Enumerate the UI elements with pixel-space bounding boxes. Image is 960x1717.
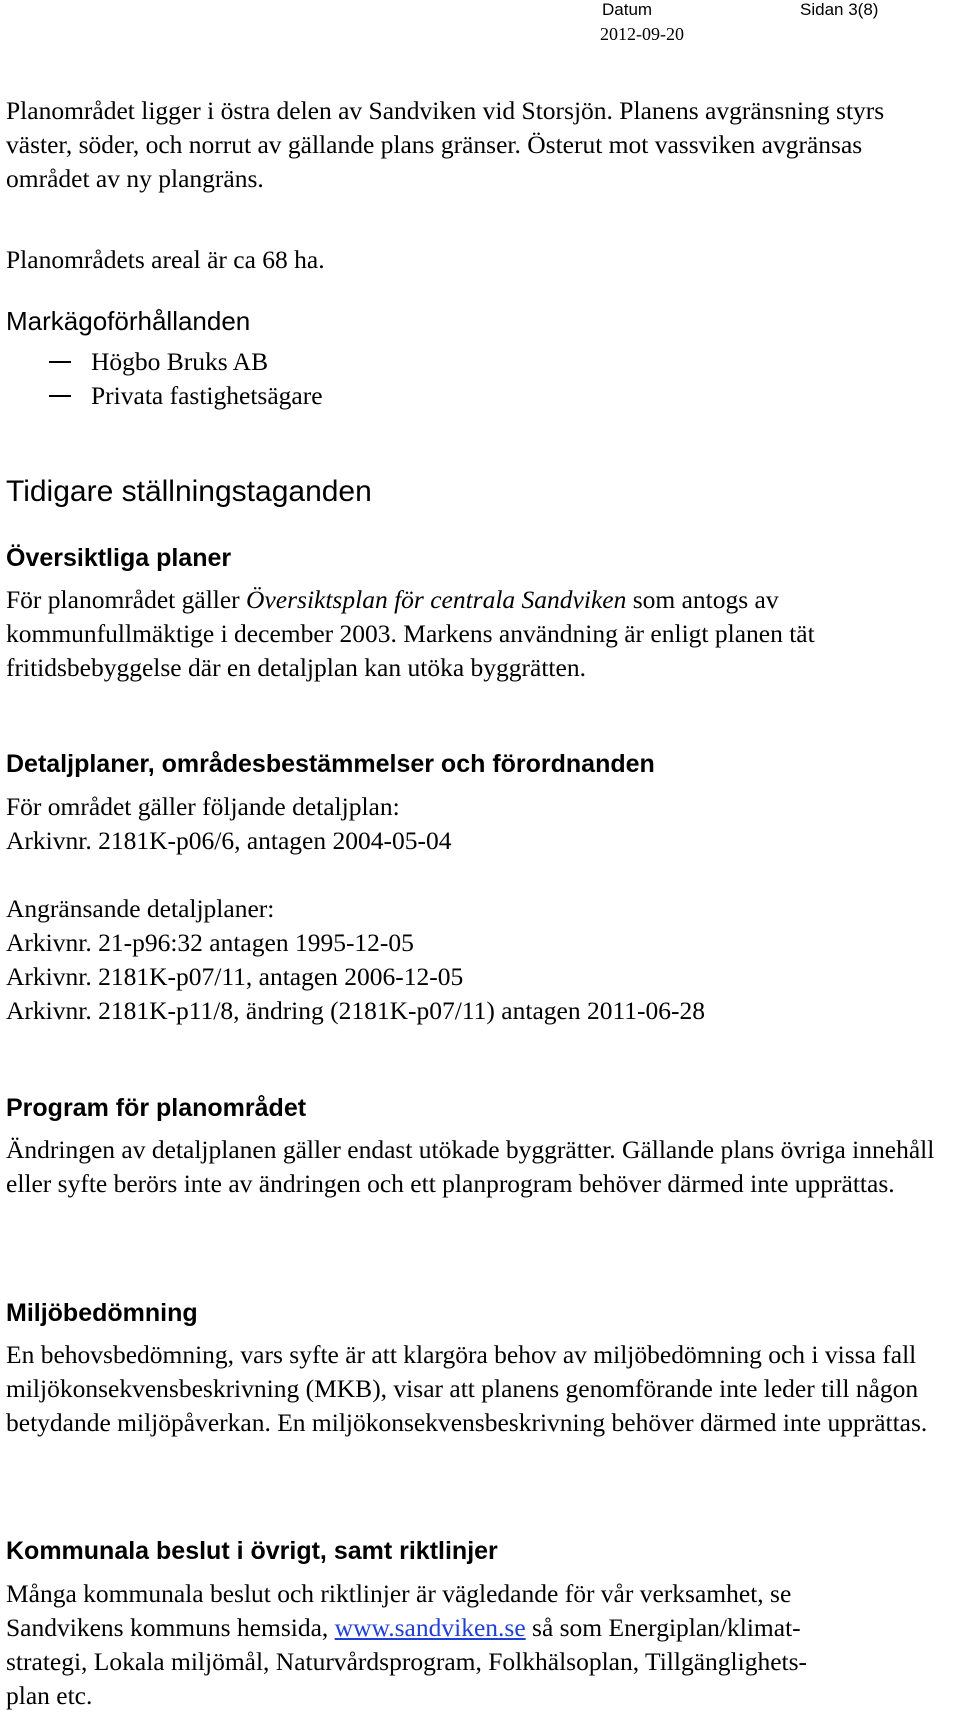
municipal-line: plan etc. xyxy=(6,1681,93,1710)
ownership-heading: Markägoförhållanden xyxy=(6,306,251,336)
adjacent-plans-heading: Angränsande detaljplaner: xyxy=(6,894,275,923)
date-value: 2012-09-20 xyxy=(600,24,684,44)
program-paragraph: Ändringen av detaljplanen gäller endast utökade byggrätter. Gällande plans övriga innehåll eller syfte berörs inte av ändringen och ett planprogram behöver därmed inte upprättas. xyxy=(6,1135,935,1198)
municipal-line: strategi, Lokala miljömål, Naturvårdsprogram, Folkhälsoplan, Tillgänglighets- xyxy=(6,1647,808,1676)
overview-plans-heading: Översiktliga planer xyxy=(6,544,232,572)
municipal-text: Sandvikens kommuns hemsida, xyxy=(6,1613,335,1642)
adjacent-plan: Arkivnr. 21-p96:32 antagen 1995-12-05 xyxy=(6,928,414,957)
program-heading: Program för planområdet xyxy=(6,1094,307,1122)
adjacent-plan: Arkivnr. 2181K-p11/8, ändring (2181K-p07/11) antagen 2011-06-28 xyxy=(6,996,705,1025)
overview-text-before: För planområdet gäller xyxy=(6,585,247,614)
previous-positions-heading: Tidigare ställningstaganden xyxy=(6,475,372,508)
municipal-text: så som Energiplan/klimat- xyxy=(525,1613,801,1642)
sandviken-website-link[interactable]: www.sandviken.se xyxy=(334,1613,526,1642)
dash-bullet xyxy=(49,361,71,363)
municipal-line: Många kommunala beslut och riktlinjer är vägledande för vår verksamhet, se xyxy=(6,1579,792,1608)
municipal-heading: Kommunala beslut i övrigt, samt riktlinjer xyxy=(6,1537,498,1565)
detail-plans-heading: Detaljplaner, områdesbestämmelser och förordnanden xyxy=(6,750,655,778)
environment-heading: Miljöbedömning xyxy=(6,1299,198,1327)
intro-paragraph: Planområdet ligger i östra delen av Sandviken vid Storsjön. Planens avgränsning styrs väster, söder, och norrut av gällande plans gränser. Österut mot vassviken avgränsas området av ny plangräns. xyxy=(6,96,885,193)
ownership-item-label: Högbo Bruks AB xyxy=(91,347,269,376)
plan-name: Översiktsplan för centrala Sandviken xyxy=(246,585,627,614)
page-header xyxy=(0,0,960,50)
overview-text-after: som antogs av kommunfullmäktige i december 2003. Markens användning är enligt planen tät fritidsbebyggelse där en detaljplan kan utöka byggrätten. xyxy=(6,585,815,682)
municipal-line xyxy=(6,1611,941,1645)
date-label: Datum xyxy=(602,0,653,19)
adjacent-plan: Arkivnr. 2181K-p07/11, antagen 2006-12-05 xyxy=(6,962,464,991)
area-paragraph: Planområdets areal är ca 68 ha. xyxy=(6,245,325,274)
page-number: Sidan 3(8) xyxy=(800,0,879,19)
ownership-item-label: Privata fastighetsägare xyxy=(91,381,323,410)
current-detail-plan: Arkivnr. 2181K-p06/6, antagen 2004-05-04 xyxy=(6,826,452,855)
detail-plans-intro: För området gäller följande detaljplan: xyxy=(6,792,400,821)
overview-plans-paragraph xyxy=(6,583,941,685)
municipal-paragraph xyxy=(6,1577,941,1713)
environment-paragraph: En behovsbedömning, vars syfte är att klargöra behov av miljöbedömning och i vissa fall miljökonsekvensbeskrivning (MKB), visar att planens genomförande inte leder till någon betydande miljöpåverkan. En miljökonsekvensbeskrivning behöver därmed inte upprättas. xyxy=(6,1340,928,1437)
dash-bullet xyxy=(49,395,71,397)
